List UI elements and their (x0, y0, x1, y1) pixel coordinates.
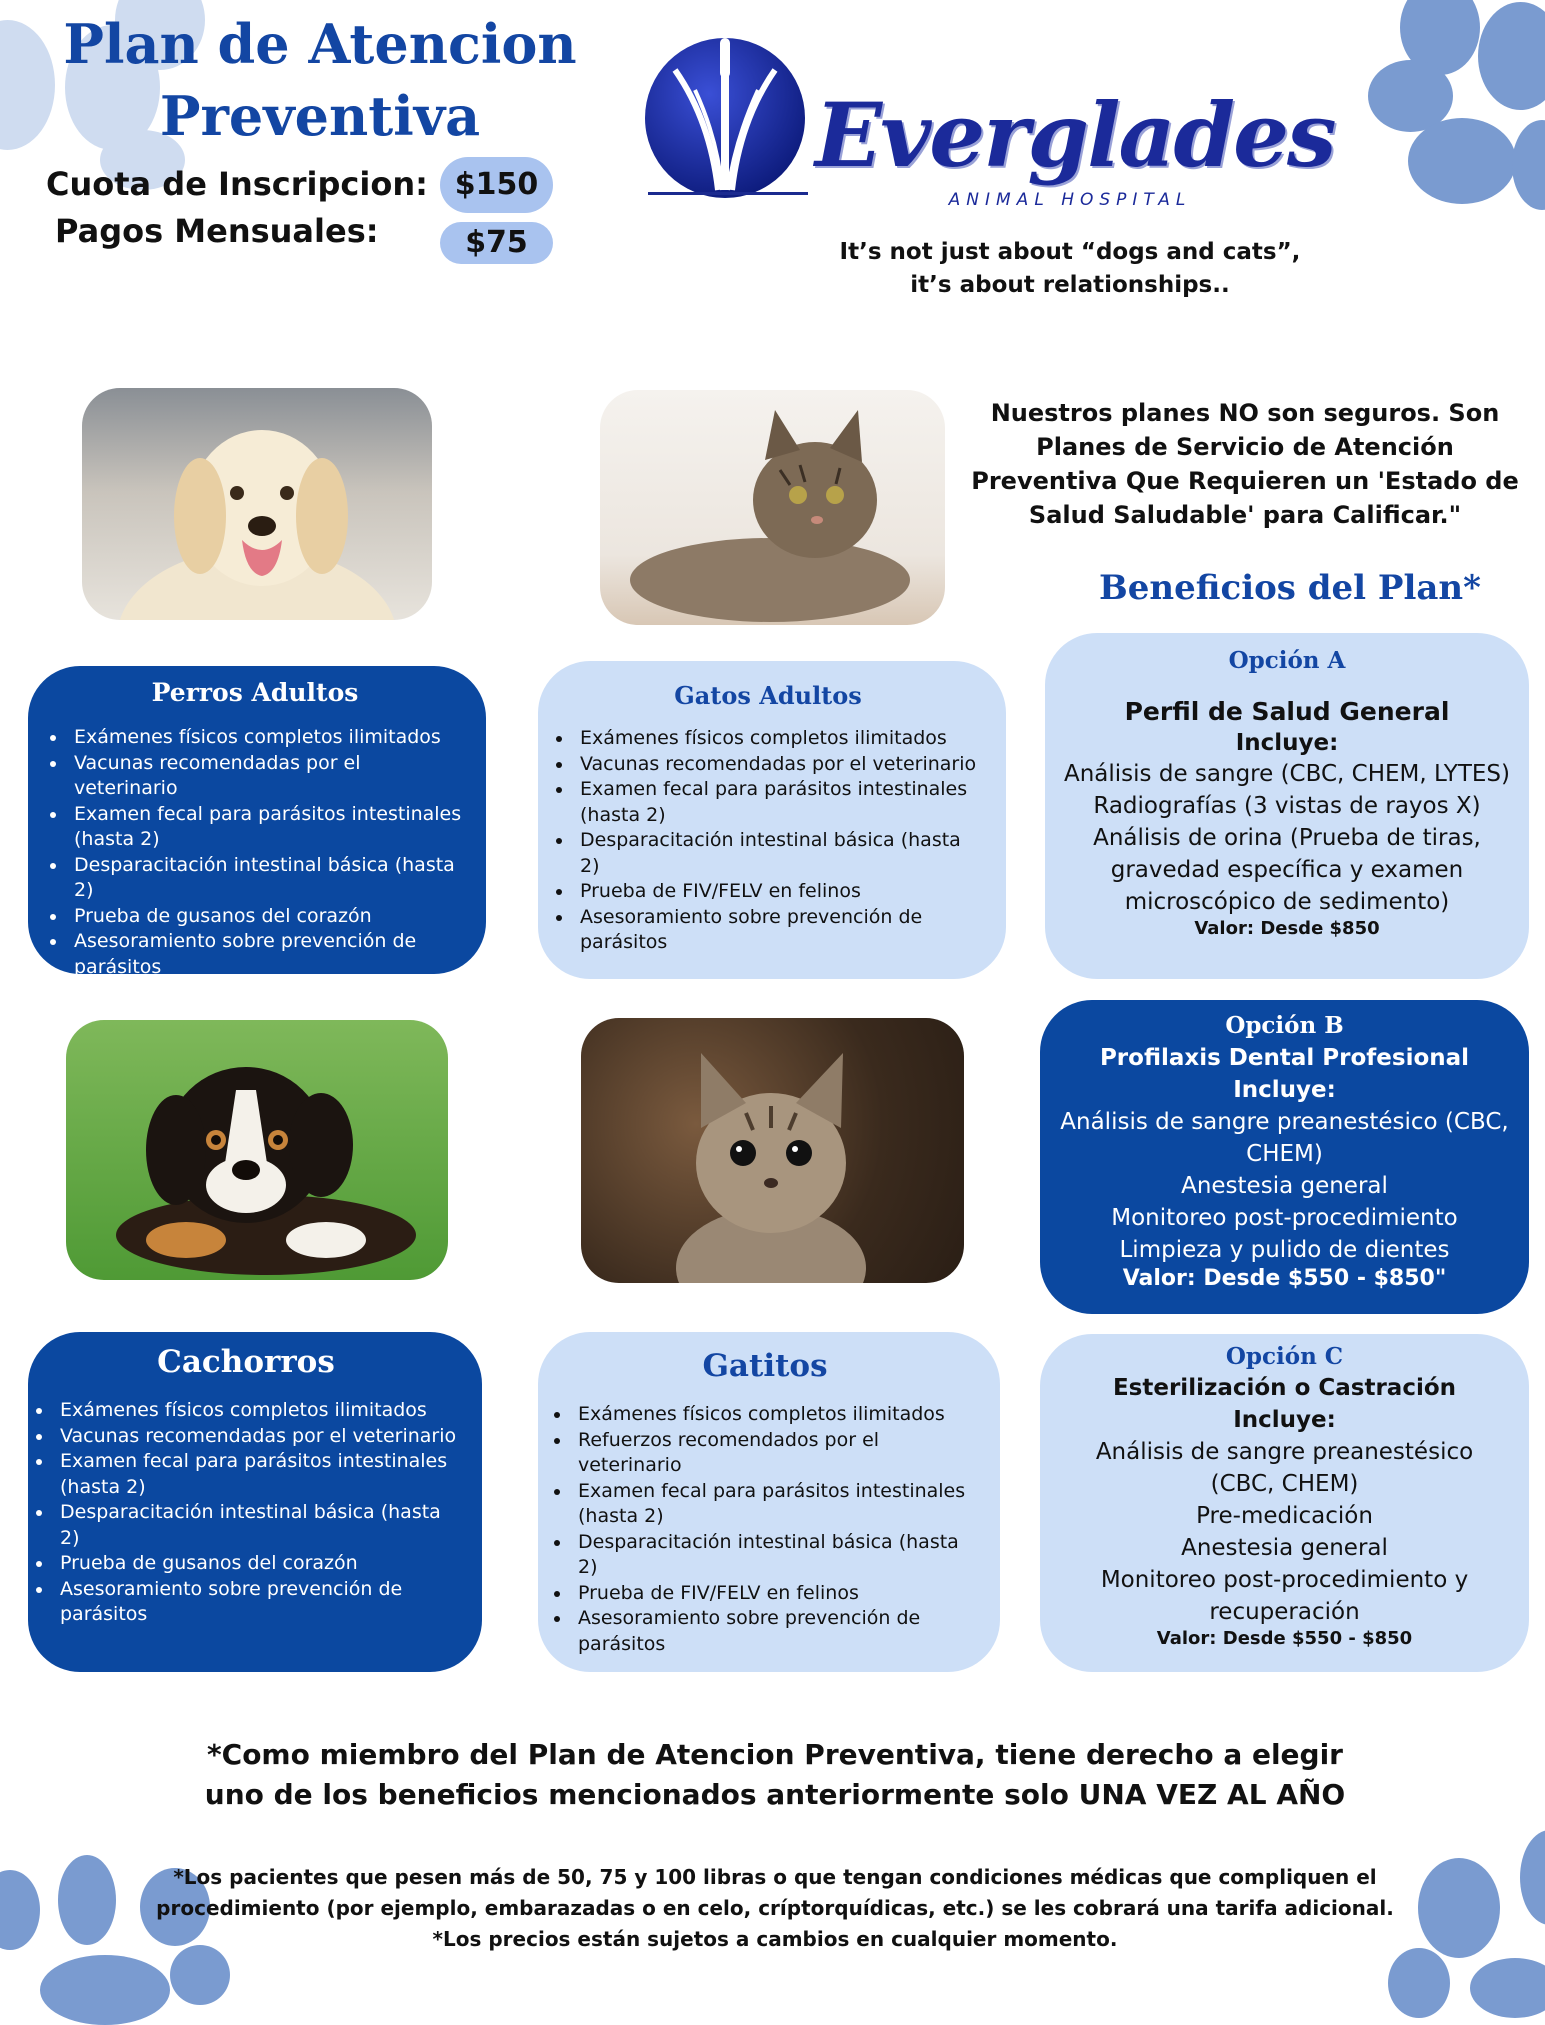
plan-list-adult-cats (552, 726, 984, 956)
option-a-subtitle: Perfil de Salud General (1124, 697, 1450, 726)
benefits-title: Beneficios del Plan* (1099, 568, 1481, 608)
footnote-line3: *Los precios están sujetos a cambios en cualquier momento. (432, 1927, 1118, 1951)
tabby-cat-image (600, 390, 945, 625)
page-title (40, 8, 600, 152)
list-item: • Exámenes físicos completos ilimitados (574, 726, 984, 752)
plan-card-puppies (28, 1332, 482, 1672)
plan-list-adult-dogs (46, 725, 464, 980)
option-a-card (1045, 633, 1529, 979)
option-b-includes: Incluye: (1233, 1077, 1336, 1103)
page-title-line2: Preventiva (159, 84, 481, 148)
option-c-name: Opción C (1225, 1343, 1344, 1370)
list-item: • Vacunas recomendadas por el veterinario (54, 1424, 460, 1450)
tagline-line2: it’s about relationships.. (910, 272, 1230, 298)
tabby-kitten-image (581, 1018, 964, 1283)
logo-brand: Everglades (815, 83, 1335, 187)
list-item: • Asesoramiento sobre prevención de parásitos (54, 1577, 460, 1628)
puppy-photo (66, 1020, 448, 1280)
list-item: • Examen fecal para parásitos intestinales (hasta 2) (572, 1479, 980, 1530)
page-title-line1: Plan de Atencion (63, 12, 577, 76)
not-insurance-notice: Nuestros planes NO son seguros. Son Planes de Servicio de Atención Preventiva Que Requieren un 'Estado de Salud Saludable' para Calificar." (971, 399, 1519, 529)
kitten-photo (581, 1018, 964, 1283)
list-item: • Exámenes físicos completos ilimitados (572, 1402, 980, 1428)
list-item: • Vacunas recomendadas por el veterinario (68, 751, 464, 802)
list-item: • Asesoramiento sobre prevención de parásitos (572, 1606, 980, 1657)
golden-retriever-image (82, 388, 432, 620)
list-item: • Prueba de gusanos del corazón (54, 1551, 460, 1577)
option-a-line: Análisis de orina (Prueba de tiras, (1093, 825, 1481, 851)
option-b-value: Valor: Desde $550 - $850" (1122, 1266, 1447, 1291)
footnote-line1: *Los pacientes que pesen más de 50, 75 y 100 libras o que tengan condiciones médicas que compliquen el (173, 1865, 1377, 1889)
plan-list-kittens (550, 1402, 980, 1657)
list-item: • Desparacitación intestinal básica (hasta 2) (574, 828, 984, 879)
everglades-logo (640, 30, 1370, 220)
option-a-line: microscópico de sedimento) (1124, 889, 1450, 915)
option-b-subtitle: Profilaxis Dental Profesional (1099, 1045, 1470, 1071)
enrollment-fee-label: Cuota de Inscripcion: (46, 165, 428, 203)
adult-cat-photo (600, 390, 945, 625)
list-item: • Prueba de FIV/FELV en felinos (572, 1581, 980, 1607)
option-b-line: Monitoreo post-procedimiento (1111, 1205, 1458, 1231)
list-item: • Refuerzos recomendados por el veterinario (572, 1428, 980, 1479)
option-a-line: Análisis de sangre (CBC, CHEM, LYTES) (1064, 761, 1510, 787)
tagline (820, 236, 1320, 302)
option-b-line: Análisis de sangre preanestésico (CBC, (1060, 1109, 1509, 1135)
monthly-payment-label: Pagos Mensuales: (55, 212, 379, 250)
list-item: • Desparacitación intestinal básica (hasta 2) (54, 1500, 460, 1551)
list-item: • Vacunas recomendadas por el veterinario (574, 752, 984, 778)
list-item: • Examen fecal para parásitos intestinales (hasta 2) (68, 802, 464, 853)
list-item: • Examen fecal para parásitos intestinales (hasta 2) (54, 1449, 460, 1500)
membership-note-line2: uno de los beneficios mencionados anteriormente solo UNA VEZ AL AÑO (204, 1778, 1346, 1811)
option-c-line: Anestesia general (1181, 1535, 1388, 1561)
plan-title-kittens: Gatitos (702, 1348, 828, 1384)
option-c-subtitle: Esterilización o Castración (1112, 1375, 1457, 1401)
plan-title-adult-cats: Gatos Adultos (674, 681, 862, 710)
plan-card-adult-cats (538, 661, 1006, 979)
list-item: • Asesoramiento sobre prevención de parásitos (574, 905, 984, 956)
option-a-includes: Incluye: (1235, 730, 1339, 756)
enrollment-fee-value: $150 (440, 157, 553, 213)
option-b-name: Opción B (1225, 1012, 1344, 1039)
list-item: • Prueba de FIV/FELV en felinos (574, 879, 984, 905)
option-b-line: CHEM) (1246, 1141, 1323, 1167)
list-item: • Asesoramiento sobre prevención de parásitos (68, 929, 464, 980)
footnote-line2: procedimiento (por ejemplo, embarazadas o en celo, críptorquídicas, etc.) se les cobrará una tarifa adicional. (156, 1896, 1394, 1920)
list-item: • Prueba de gusanos del corazón (68, 904, 464, 930)
membership-note (150, 1735, 1400, 1815)
option-b-card (1040, 1000, 1529, 1314)
option-a-line: gravedad específica y examen (1110, 857, 1464, 883)
option-c-includes: Incluye: (1233, 1407, 1336, 1433)
option-c-line: recuperación (1209, 1599, 1360, 1625)
list-item: • Exámenes físicos completos ilimitados (54, 1398, 460, 1424)
option-a-value: Valor: Desde $850 (1194, 918, 1380, 939)
logo-sub: ANIMAL HOSPITAL (948, 190, 1192, 210)
list-item: • Examen fecal para parásitos intestinales (hasta 2) (574, 777, 984, 828)
option-c-line: Pre-medicación (1196, 1503, 1373, 1529)
bernese-puppy-image (66, 1020, 448, 1280)
option-c-value: Valor: Desde $550 - $850 (1156, 1628, 1413, 1649)
tagline-line1: It’s not just about “dogs and cats”, (839, 239, 1301, 265)
monthly-payment-value: $75 (440, 222, 553, 264)
list-item: • Desparacitación intestinal básica (hasta 2) (68, 853, 464, 904)
membership-note-line1: *Como miembro del Plan de Atencion Preventiva, tiene derecho a elegir (207, 1738, 1343, 1771)
list-item: • Desparacitación intestinal básica (hasta 2) (572, 1530, 980, 1581)
plan-title-adult-dogs: Perros Adultos (151, 678, 359, 707)
plan-card-adult-dogs (28, 666, 486, 978)
option-a-line: Radiografías (3 vistas de rayos X) (1093, 793, 1481, 819)
plan-card-kittens (538, 1332, 1000, 1672)
list-item: • Exámenes físicos completos ilimitados (68, 725, 464, 751)
plan-title-puppies: Cachorros (157, 1344, 335, 1380)
option-c-card (1040, 1334, 1529, 1672)
adult-dog-photo (82, 388, 432, 620)
option-c-line: Análisis de sangre preanestésico (1095, 1439, 1474, 1465)
plan-list-puppies (32, 1398, 460, 1628)
footnotes (150, 1862, 1400, 1955)
option-c-line: (CBC, CHEM) (1210, 1471, 1359, 1497)
option-b-line: Limpieza y pulido de dientes (1119, 1237, 1450, 1263)
option-a-name: Opción A (1228, 647, 1346, 674)
option-b-line: Anestesia general (1181, 1173, 1388, 1199)
option-c-line: Monitoreo post-procedimiento y (1100, 1567, 1469, 1593)
